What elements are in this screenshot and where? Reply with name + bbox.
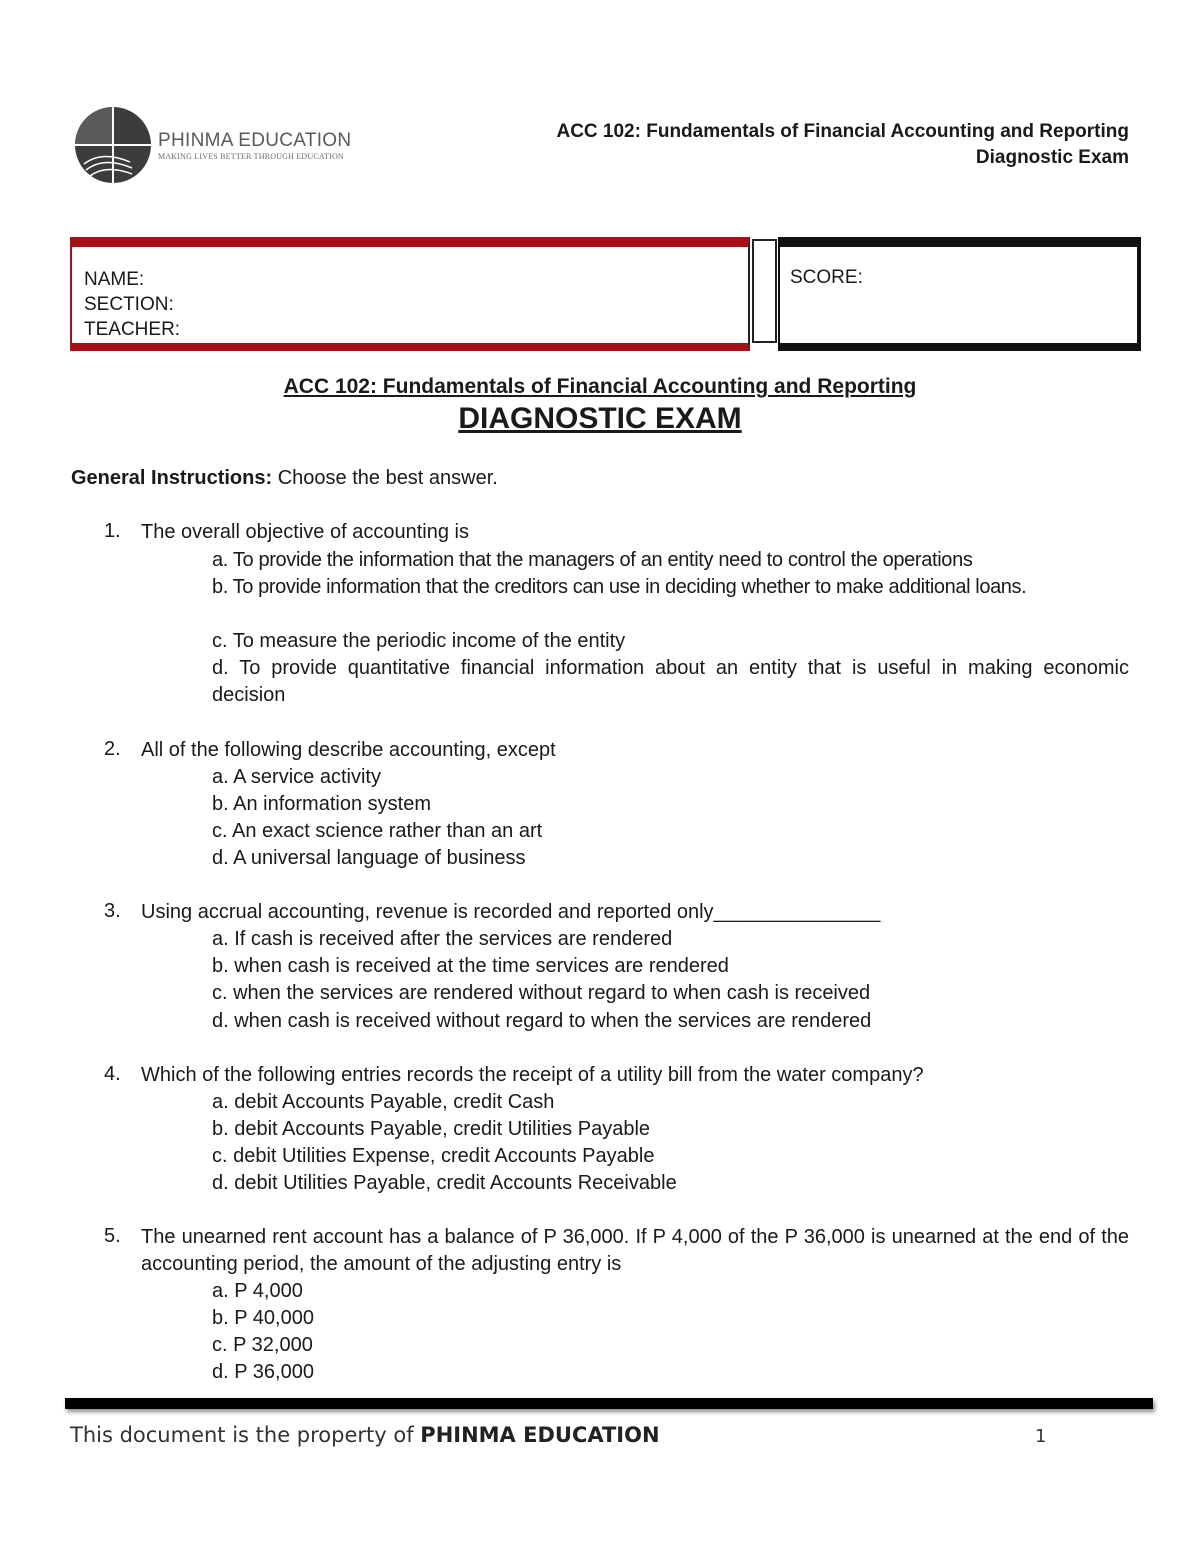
phinma-logo <box>72 104 352 188</box>
instructions-label: General Instructions: <box>71 467 273 489</box>
footer-text-prefix: This document is the property of <box>70 1423 421 1447</box>
question-5-text: The unearned rent account has a balance of P 36,000. If P 4,000 of the P 36,000 is unearned at the end of the accounting period, the amount of the adjusting entry is <box>141 1226 1129 1275</box>
question-2-option-b: b. An information system <box>212 793 431 815</box>
question-1-option-d: d. To provide quantitative financial information about an entity that is useful in making economic decision <box>212 657 1129 706</box>
question-5-option-b: b. P 40,000 <box>212 1307 314 1329</box>
question-1-number: 1. <box>104 520 121 542</box>
question-2-option-a: a. A service activity <box>212 766 381 788</box>
header-exam-line: Diagnostic Exam <box>975 147 1129 168</box>
teacher-field-label: TEACHER: <box>84 319 181 340</box>
question-2-option-d: d. A universal language of business <box>212 847 526 869</box>
question-5-option-a: a. P 4,000 <box>212 1280 303 1302</box>
question-5-number: 5. <box>104 1225 121 1247</box>
score-box <box>778 237 1141 351</box>
question-5-option-c: c. P 32,000 <box>212 1334 313 1356</box>
exam-title: DIAGNOSTIC EXAM <box>458 402 742 435</box>
page-number: 1 <box>1035 1426 1047 1447</box>
globe-logo-icon <box>72 104 154 186</box>
question-4-option-d: d. debit Utilities Payable, credit Accounts Receivable <box>212 1172 677 1194</box>
footer-divider <box>65 1398 1153 1409</box>
footer-company-name: PHINMA EDUCATION <box>420 1423 660 1447</box>
question-3-text: Using accrual accounting, revenue is recorded and reported only_______________ <box>141 901 881 923</box>
logo-name: PHINMA EDUCATION <box>158 130 352 151</box>
question-4-text: Which of the following entries records the receipt of a utility bill from the water company? <box>141 1064 924 1086</box>
box-separator <box>752 239 777 343</box>
question-3-option-b: b. when cash is received at the time services are rendered <box>212 955 729 977</box>
question-2-number: 2. <box>104 738 121 760</box>
question-4-number: 4. <box>104 1063 121 1085</box>
question-5-option-d: d. P 36,000 <box>212 1361 314 1383</box>
question-1-option-c: c. To measure the periodic income of the entity <box>212 630 626 652</box>
general-instructions <box>71 467 498 490</box>
question-1-option-a: a. To provide the information that the managers of an entity need to control the operations <box>212 549 973 571</box>
header-title-block <box>556 119 1129 171</box>
question-3-option-d: d. when cash is received without regard to when the services are rendered <box>212 1010 872 1032</box>
question-1-option-b: b. To provide information that the creditors can use in deciding whether to make additional loans. <box>212 576 1027 598</box>
question-2-option-c: c. An exact science rather than an art <box>212 820 543 842</box>
footer-ownership-text <box>70 1423 660 1447</box>
question-3-option-a: a. If cash is received after the services are rendered <box>212 928 673 950</box>
question-4-option-c: c. debit Utilities Expense, credit Accounts Payable <box>212 1145 655 1167</box>
name-field-label: NAME: <box>84 269 145 290</box>
score-field-label: SCORE: <box>790 267 863 288</box>
student-info-box <box>70 237 750 351</box>
question-1-text: The overall objective of accounting is <box>141 521 469 543</box>
question-4-option-a: a. debit Accounts Payable, credit Cash <box>212 1091 555 1113</box>
section-field-label: SECTION: <box>84 294 174 315</box>
logo-tagline: MAKING LIVES BETTER THROUGH EDUCATION <box>158 152 344 161</box>
instructions-text: Choose the best answer. <box>272 467 498 489</box>
question-3-number: 3. <box>104 900 121 922</box>
header-course-line: ACC 102: Fundamentals of Financial Accounting and Reporting <box>556 121 1129 142</box>
question-2-text: All of the following describe accounting, except <box>141 739 556 761</box>
question-4-option-b: b. debit Accounts Payable, credit Utilities Payable <box>212 1118 651 1140</box>
student-info-fields <box>84 267 180 342</box>
question-3-option-c: c. when the services are rendered without regard to when cash is received <box>212 982 871 1004</box>
course-title: ACC 102: Fundamentals of Financial Accounting and Reporting <box>283 375 917 398</box>
